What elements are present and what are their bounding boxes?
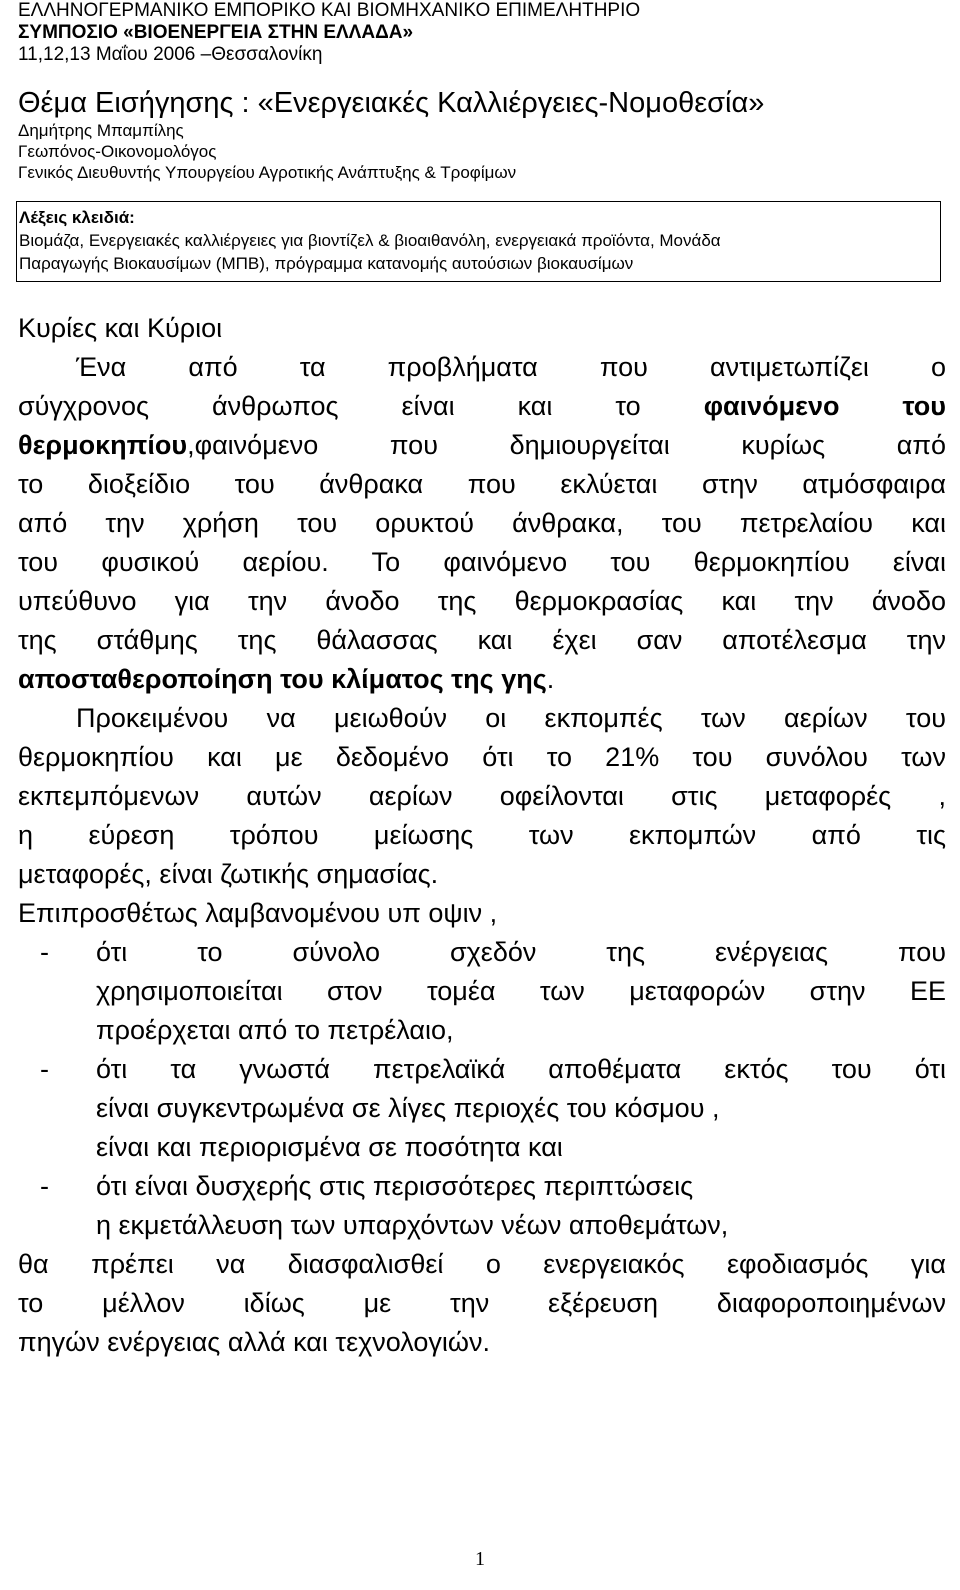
paragraph-considerations <box>18 894 946 1362</box>
author-profession: Γεωπόνος-Οικονομολόγος <box>18 142 217 161</box>
keywords-box <box>16 201 941 282</box>
paragraph-line: θερμοκηπίου,φαινόμενο που δημιουργείται κυρίως από <box>18 430 946 460</box>
bullet-dash: - <box>40 1171 49 1201</box>
paragraph-line: αποσταθεροποίηση του κλίματος της γης. <box>18 664 555 694</box>
paragraph-line: Ένα από τα προβλήματα που αντιμετωπίζει ο <box>76 352 946 382</box>
organization-name: ΕΛΛΗΝΟΓΕΡΜΑΝΙΚΟ ΕΜΠΟΡΙΚΟ ΚΑΙ ΒΙΟΜΗΧΑΝΙΚΟ ΕΠΙΜΕΛΗΤΗΡΙΟ <box>18 0 641 21</box>
paragraph-line: υπεύθυνο για την άνοδο της θερμοκρασίας και την άνοδο <box>18 586 946 616</box>
paragraph-line: από την χρήση του ορυκτού άνθρακα, του πετρελαίου και <box>18 508 946 538</box>
paragraph-line: θα πρέπει να διασφαλισθεί ο ενεργειακός εφοδιασμός για <box>18 1249 946 1279</box>
bullet-item <box>18 1050 946 1167</box>
keywords-label: Λέξεις κλειδιά: <box>19 208 135 227</box>
keywords-line: Βιομάζα, Ενεργειακές καλλιέργειες για βιοντίζελ & βιοαιθανόλη, ενεργειακά προϊόντα, Μονάδα <box>19 231 721 250</box>
paragraph-line: η εύρεση τρόπου μείωσης των εκπομπών από τις <box>18 820 946 850</box>
paragraph-line: μεταφορές, είναι ζωτικής σημασίας. <box>18 859 439 889</box>
paragraph-line: το μέλλον ιδίως με την εξέρευση διαφοροποιημένων <box>18 1288 946 1318</box>
body-text <box>18 309 946 1362</box>
bold-phrase: αποσταθεροποίηση του κλίματος της γης <box>18 664 547 694</box>
paragraph-line: σύγχρονος άνθρωπος είναι και το φαινόμενο του <box>18 391 946 421</box>
paragraph-greenhouse <box>18 348 946 699</box>
bold-phrase: φαινόμενο του <box>703 391 946 421</box>
paragraph-line: εκπεμπόμενων αυτών αερίων οφείλονται στις μεταφορές , <box>18 781 946 811</box>
bullet-dash: - <box>40 937 49 967</box>
bullet-line: είναι και περιορισμένα σε ποσότητα και <box>96 1132 563 1162</box>
bullet-line: ότι είναι δυσχερής στις περισσότερες περιπτώσεις <box>96 1171 694 1201</box>
bullet-item <box>18 933 946 1050</box>
bullet-dash: - <box>40 1054 49 1084</box>
bullet-item <box>18 1167 946 1245</box>
bullet-line: είναι συγκεντρωμένα σε λίγες περιοχές του κόσμου , <box>96 1093 720 1123</box>
bullet-line: ότι τα γνωστά πετρελαϊκά αποθέματα εκτός του ότι <box>96 1054 946 1084</box>
bullet-line: ότι το σύνολο σχεδόν της ενέργειας που <box>96 937 946 967</box>
paragraph-line: του φυσικού αερίου. Το φαινόμενο του θερμοκηπίου είναι <box>18 547 946 577</box>
paragraph-line: Επιπροσθέτως λαμβανομένου υπ οψιν , <box>18 898 498 928</box>
author-name: Δημήτρης Μπαμπίλης <box>18 121 184 140</box>
bullet-line: προέρχεται από το πετρέλαιο, <box>96 1015 454 1045</box>
salutation: Κυρίες και Κύριοι <box>18 313 223 343</box>
bullet-line: χρησιμοποιείται στον τομέα των μεταφορών στην ΕΕ <box>96 976 946 1006</box>
paragraph-line: πηγών ενέργειας αλλά και τεχνολογιών. <box>18 1327 490 1357</box>
symposium-title: ΣΥΜΠΟΣΙΟ «ΒΙΟΕΝΕΡΓΕΙΑ ΣΤΗΝ ΕΛΛΑΔΑ» <box>18 22 414 43</box>
paragraph-line: θερμοκηπίου και με δεδομένο ότι το 21% του συνόλου των <box>18 742 946 772</box>
page-number: 1 <box>475 1548 485 1570</box>
paragraph-line: το διοξείδιο του άνθρακα που εκλύεται στην ατμόσφαιρα <box>18 469 946 499</box>
topic-title: Θέμα Εισήγησης : «Ενεργειακές Καλλιέργειες-Νομοθεσία» <box>18 87 765 119</box>
author-position: Γενικός Διευθυντής Υπουργείου Αγροτικής Ανάπτυξης & Τροφίμων <box>18 163 517 182</box>
keywords-line: Παραγωγής Βιοκαυσίμων (ΜΠΒ), πρόγραμμα κατανομής αυτούσιων βιοκαυσίμων <box>19 254 634 273</box>
paragraph-line: της στάθμης της θάλασσας και έχει σαν αποτέλεσμα την <box>18 625 946 655</box>
bold-phrase: θερμοκηπίου <box>18 430 188 460</box>
bullet-line: η εκμετάλλευση των υπαρχόντων νέων αποθεμάτων, <box>96 1210 729 1240</box>
symposium-date-place: 11,12,13 Μαΐου 2006 –Θεσσαλονίκη <box>18 44 323 65</box>
paragraph-emissions <box>18 699 946 894</box>
paragraph-line: Προκειμένου να μειωθούν οι εκπομπές των αερίων του <box>76 703 946 733</box>
document-page <box>18 0 946 1362</box>
